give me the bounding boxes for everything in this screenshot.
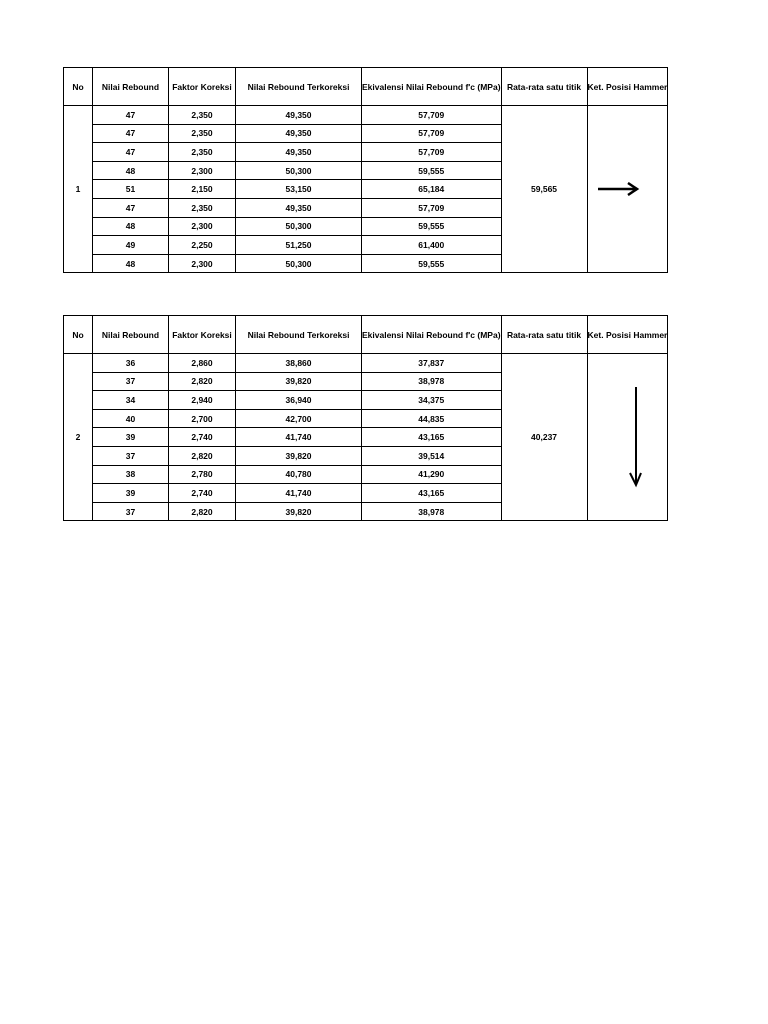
- column-header: Ket. Posisi Hammer: [587, 68, 668, 106]
- table-cell: 49,350: [236, 143, 362, 162]
- arrow-right-icon: [596, 182, 640, 196]
- table-cell: 2,350: [169, 106, 236, 125]
- table-cell: 49,350: [236, 198, 362, 217]
- table-cell: 47: [93, 124, 169, 143]
- table-cell: 2,780: [169, 465, 236, 484]
- table-cell: 50,300: [236, 217, 362, 236]
- column-header: Nilai Rebound: [93, 316, 169, 354]
- table-cell: 2,740: [169, 484, 236, 503]
- table-cell: 2,740: [169, 428, 236, 447]
- table-cell: 39,820: [236, 446, 362, 465]
- table-cell: 2,300: [169, 217, 236, 236]
- table-cell: 40,780: [236, 465, 362, 484]
- average-value: 40,237: [501, 354, 587, 521]
- table-row: [64, 106, 668, 125]
- table-cell: 39,820: [236, 372, 362, 391]
- table-cell: 57,709: [362, 106, 502, 125]
- rebound-table-2: [63, 315, 668, 521]
- table-cell: 36,940: [236, 391, 362, 410]
- table-cell: 43,165: [362, 428, 502, 447]
- table-cell: 47: [93, 198, 169, 217]
- table-cell: 2,350: [169, 124, 236, 143]
- table-cell: 34: [93, 391, 169, 410]
- table-cell: 57,709: [362, 124, 502, 143]
- table-cell: 49,350: [236, 124, 362, 143]
- table-cell: 2,700: [169, 409, 236, 428]
- table-cell: 48: [93, 254, 169, 273]
- table-cell: 42,700: [236, 409, 362, 428]
- table-cell: 37,837: [362, 354, 502, 373]
- column-header: Nilai Rebound Terkoreksi: [236, 316, 362, 354]
- column-header: Ekivalensi Nilai Rebound f'c (MPa): [362, 316, 502, 354]
- table-cell: 37: [93, 372, 169, 391]
- table-cell: 59,555: [362, 161, 502, 180]
- table-cell: 47: [93, 106, 169, 125]
- table-cell: 41,740: [236, 428, 362, 447]
- table-cell: 57,709: [362, 143, 502, 162]
- table-cell: 38,978: [362, 372, 502, 391]
- table-cell: 2,860: [169, 354, 236, 373]
- table-cell: 38: [93, 465, 169, 484]
- column-header: Rata-rata satu titik: [501, 316, 587, 354]
- table-row: [64, 354, 668, 373]
- table-cell: 40: [93, 409, 169, 428]
- table-cell: 48: [93, 217, 169, 236]
- column-header: Ket. Posisi Hammer: [587, 316, 668, 354]
- table-cell: 53,150: [236, 180, 362, 199]
- table-cell: 41,290: [362, 465, 502, 484]
- point-number: 1: [64, 106, 93, 273]
- table-cell: 48: [93, 161, 169, 180]
- table-cell: 50,300: [236, 161, 362, 180]
- table-cell: 2,820: [169, 502, 236, 521]
- table-cell: 2,300: [169, 254, 236, 273]
- column-header: Nilai Rebound Terkoreksi: [236, 68, 362, 106]
- table-cell: 39: [93, 484, 169, 503]
- table-cell: 50,300: [236, 254, 362, 273]
- rebound-table-1: [63, 67, 668, 273]
- table-cell: 37: [93, 502, 169, 521]
- table-cell: 65,184: [362, 180, 502, 199]
- table-cell: 2,300: [169, 161, 236, 180]
- header-row: [64, 68, 668, 106]
- column-header: Nilai Rebound: [93, 68, 169, 106]
- table-cell: 34,375: [362, 391, 502, 410]
- table-cell: 36: [93, 354, 169, 373]
- table-cell: 49: [93, 236, 169, 255]
- table-cell: 2,820: [169, 446, 236, 465]
- table-cell: 38,978: [362, 502, 502, 521]
- column-header: No: [64, 316, 93, 354]
- column-header: Ekivalensi Nilai Rebound f'c (MPa): [362, 68, 502, 106]
- table-cell: 51: [93, 180, 169, 199]
- table-cell: 38,860: [236, 354, 362, 373]
- table-cell: 51,250: [236, 236, 362, 255]
- table-cell: 39,820: [236, 502, 362, 521]
- column-header: Rata-rata satu titik: [501, 68, 587, 106]
- table-cell: 2,820: [169, 372, 236, 391]
- table-cell: 49,350: [236, 106, 362, 125]
- table-cell: 39: [93, 428, 169, 447]
- table-cell: 44,835: [362, 409, 502, 428]
- table-cell: 2,250: [169, 236, 236, 255]
- table-cell: 2,940: [169, 391, 236, 410]
- table-cell: 47: [93, 143, 169, 162]
- column-header: Faktor Koreksi: [169, 316, 236, 354]
- arrow-down-icon: [628, 385, 642, 489]
- table-cell: 39,514: [362, 446, 502, 465]
- table-cell: 59,555: [362, 217, 502, 236]
- table-cell: 61,400: [362, 236, 502, 255]
- header-row: [64, 316, 668, 354]
- hammer-position: [587, 354, 668, 521]
- table-cell: 2,350: [169, 198, 236, 217]
- point-number: 2: [64, 354, 93, 521]
- table-cell: 59,555: [362, 254, 502, 273]
- table-cell: 2,350: [169, 143, 236, 162]
- table-cell: 43,165: [362, 484, 502, 503]
- table-cell: 2,150: [169, 180, 236, 199]
- table-cell: 57,709: [362, 198, 502, 217]
- table-cell: 41,740: [236, 484, 362, 503]
- average-value: 59,565: [501, 106, 587, 273]
- column-header: Faktor Koreksi: [169, 68, 236, 106]
- hammer-position: [587, 106, 668, 273]
- column-header: No: [64, 68, 93, 106]
- table-cell: 37: [93, 446, 169, 465]
